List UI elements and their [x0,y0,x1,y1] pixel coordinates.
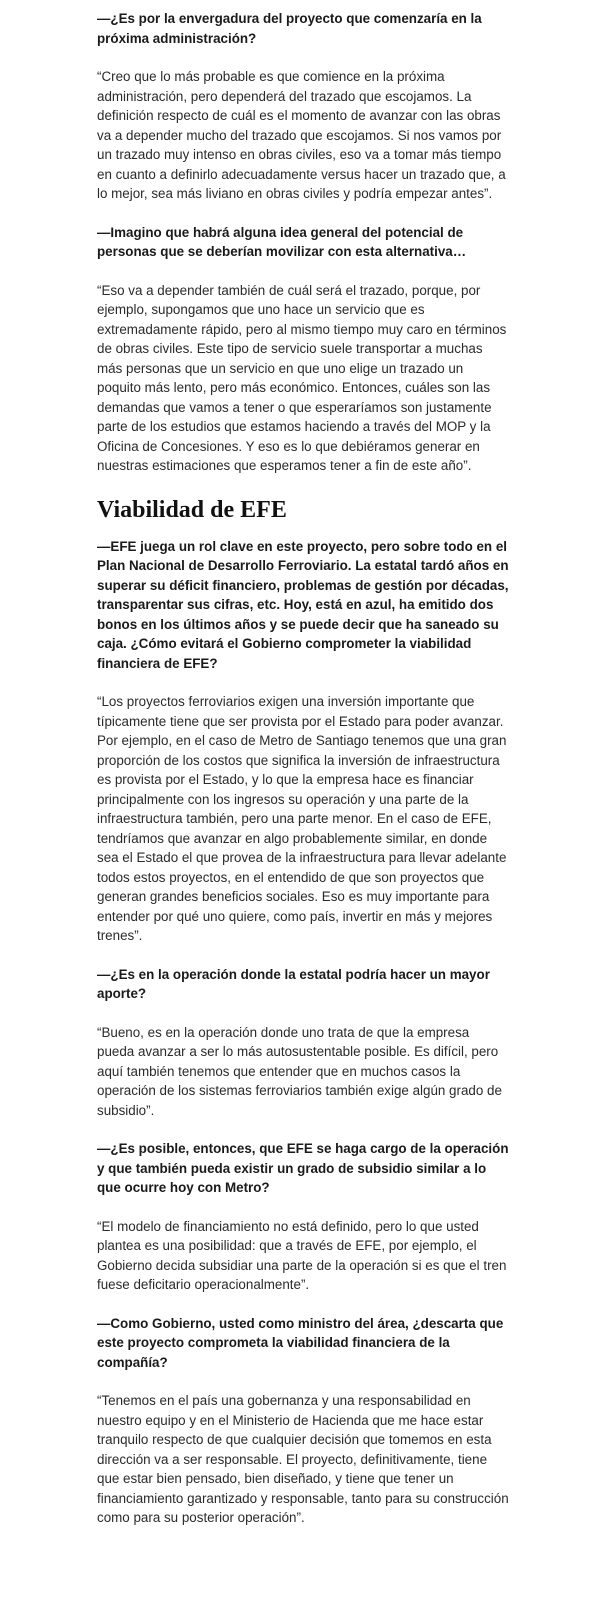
interview-question: —¿Es en la operación donde la estatal podría hacer un mayor aporte? [97,966,490,1001]
interview-answer: “El modelo de financiamiento no está definido, pero lo que usted plantea es una posibilidad: que a través de EFE, por ejemplo, el Gobierno decida subsidiar una parte de la operación si es que el tren fuese deficitario operacionalmente”. [97,1218,507,1292]
interview-answer: “Creo que lo más probable es que comience en la próxima administración, pero dependerá del trazado que escojamos. La definición respecto de cuál es el momento de avanzar con las obras va a depender mucho del trazado que escojamos. Si nos vamos por un trazado muy intenso en obras civiles, eso va a tomar más tiempo en cuanto a definirlo adecuadamente versus hacer un trazado que, a lo mejor, sea más liviano en obras civiles y podría empezar antes”. [97,69,506,201]
interview-question: —Imagino que habrá alguna idea general del potencial de personas que se deberían movilizar con esta alternativa… [97,224,467,259]
interview-answer: “Eso va a depender también de cuál será el trazado, porque, por ejemplo, supongamos que uno hace un servicio que es extremadamente rápido, pero al mismo tiempo muy caro en términos de obras civiles. Este tipo de servicio suele transportar a muchas más personas que un servicio en que uno elige un trazado un poquito más lento, pero más económico. Entonces, cuáles son las demandas que vamos a tener o que esperaríamos son justamente parte de los estudios que estamos haciendo a través del MOP y la Oficina de Concesiones. Y eso es lo que debiéramos generar en nuestras estimaciones que esperamos tener a fin de este año”. [97,282,507,473]
interview-question: —EFE juega un rol clave en este proyecto, pero sobre todo en el Plan Nacional de Desarrollo Ferroviario. La estatal tardó años en superar su déficit financiero, problemas de gestión por décadas, transparentar sus cifras, etc. Hoy, está en azul, ha emitido dos bonos en los últimos años y se puede decir que ha saneado su caja. ¿Cómo evitará el Gobierno comprometer la viabilidad financiera de EFE? [97,538,509,671]
interview-answer: “Bueno, es en la operación donde uno trata de que la empresa pueda avanzar a ser lo más autosustentable posible. Es difícil, pero aquí también tenemos que entender que en muchos casos la operación de los sistemas ferroviarios también exige algún grado de subsidio”. [97,1024,502,1118]
interview-answer: “Tenemos en el país una gobernanza y una responsabilidad en nuestro equipo y en el Ministerio de Hacienda que me hace estar tranquilo respecto de que cualquier decisión que tomemos en esta dirección va a ser responsable. El proyecto, definitivamente, tiene que estar bien pensado, bien diseñado, y tiene que tener un financiamiento garantizado y responsable, tanto para su construcción como para su posterior operación”. [97,1393,509,1525]
interview-question: —¿Es posible, entonces, que EFE se haga cargo de la operación y que también pueda existir un grado de subsidio similar a lo que ocurre hoy con Metro? [97,1141,509,1195]
interview-question: —Como Gobierno, usted como ministro del área, ¿descarta que este proyecto comprometa la viabilidad financiera de la compañía? [97,1315,504,1370]
interview-question: —¿Es por la envergadura del proyecto que comenzaría en la próxima administración? [97,11,482,46]
interview-answer: “Los proyectos ferroviarios exigen una inversión importante que típicamente tiene que ser provista por el Estado para poder avanzar. Por ejemplo, en el caso de Metro de Santiago tenemos que una gran proporción de los costos que significa la inversión de infraestructura es provista por el Estado, y lo que la empresa hace es financiar principalmente con los ingresos su operación y una parte de la infraestructura también, pero una parte menor. En el caso de EFE, tendríamos que avanzar en algo probablemente similar, en donde sea el Estado el que provea de la infraestructura para llevar adelante todos estos proyectos, en el entendido de que son proyectos que generan grandes beneficios sociales. Eso es muy importante para entender por qué uno quiere, como país, invertir en más y mejores trenes”. [97,694,507,943]
section-heading: Viabilidad de EFE [97,496,287,523]
